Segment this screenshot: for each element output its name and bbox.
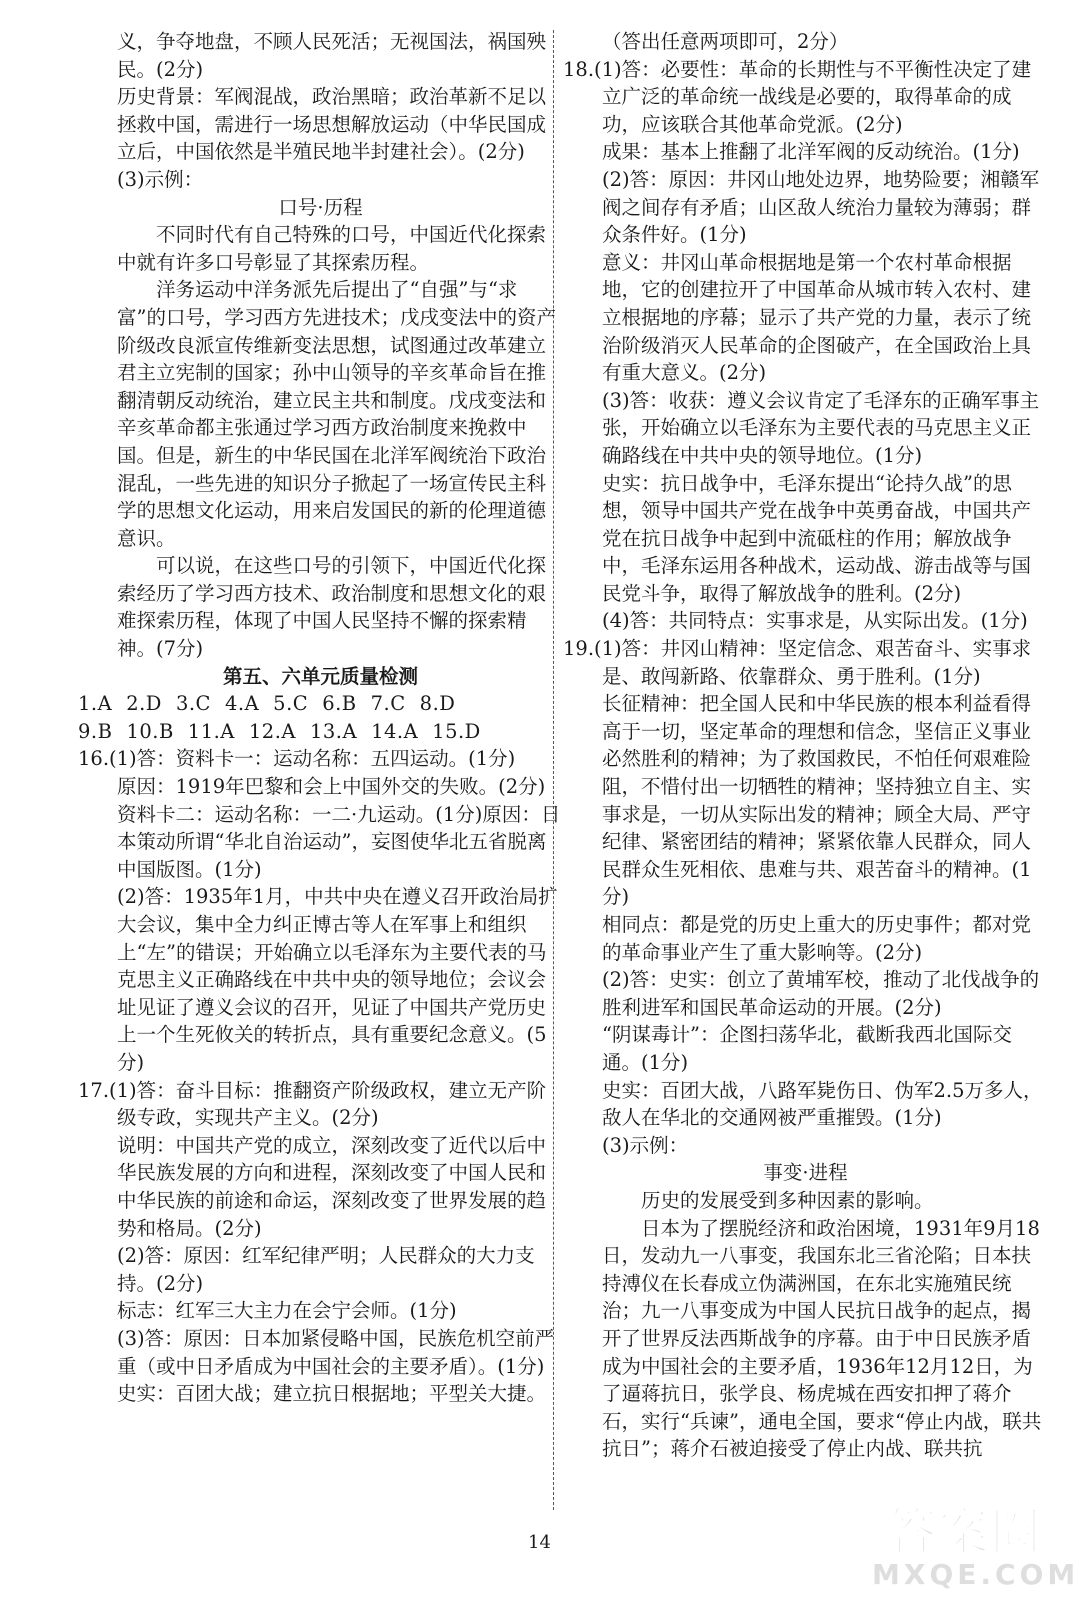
answer-text: (2)答：1935年1月，中共中央在遵义召开政治局扩大会议，集中全力纠正博古等人在军事上和组织上“左”的错误；开始确立以毛泽东为主要代表的马克思主义正确路线在中共中央的领导地位；会议会址见证了遵义会议的召开，见证了中国共产党历史上一个生死攸关的转折点，具有重要纪念意义。(5分) [117,885,558,1074]
choice-answer: 9.B [78,719,113,743]
answer-text: (3)示例： [117,167,204,191]
essay-paragraph: 历史的发展受到多种因素的影响。 [641,1188,934,1212]
choice-answer: 12.A [248,719,296,743]
question-17-part-1: 17.(1)答：奋斗目标：推翻资产阶级政权，建立无产阶级专政，实现共产主义。(2分) [78,1078,547,1130]
page-number: 14 [528,1532,551,1553]
answer-text: 史实：抗日战争中，毛泽东提出“论持久战”的思想，领导中国共产党在战争中英勇奋战，中国共产党在抗日战争中起到中流砥柱的作用；解放战争中，毛泽东运用各种战术，运动战、游击战等与国民党斗争，取得了解放战争的胜利。(2分) [602,471,1032,605]
choice-answers-row-1 [78,690,563,718]
answer-text: 说明：中国共产党的成立，深刻改变了近代以后中华民族发展的方向和进程，深刻改变了中国人民和中华民族的前途和命运，深刻改变了世界发展的趋势和格局。(2分) [117,1133,547,1240]
choice-answer: 15.D [432,719,481,743]
answer-text: (2)答：史实：创立了黄埔军校，推动了北伐战争的胜利进军和国民革命运动的开展。(2分) [602,968,1040,1019]
section-title: 第五、六单元质量检测 [222,664,418,688]
answer-text: (3)答：原因：日本加紧侵略中国，民族危机空前严重（或中日矛盾成为中国社会的主要矛盾）。(1分) [117,1326,555,1378]
choice-answer: 8.D [419,692,456,716]
choice-answer: 14.A [371,719,419,743]
watermark-url: MXQE.COM [872,1558,1079,1591]
choice-answer: 13.A [309,719,358,743]
answer-text: （答出任意两项即可，2分） [602,30,849,53]
answer-text: (2)答：原因：红军纪律严明；人民群众的大力支持。(2分) [117,1244,535,1295]
answer-text: (3)示例： [602,1133,689,1157]
answer-text: (4)答：共同特点：实事求是，从实际出发。(1分) [602,609,1028,633]
essay-paragraph: 不同时代有自己特殊的口号，中国近代化探索中就有许多口号彰显了其探索历程。 [117,223,547,274]
watermark-logo [872,1503,1079,1596]
answer-text: 史实：百团大战，八路军毙伤日、伪军2.5万多人，敌人在华北的交通网被严重摧毁。(1分) [602,1078,1043,1130]
choice-answer: 1.A [78,692,113,716]
essay-paragraph: 洋务运动中洋务派先后提出了“自强”与“求富”的口号，学习西方先进技术；戊戌变法中的资产阶级改良派宣传维新变法思想，试图通过改革建立君主立宪制的国家；孙中山领导的辛亥革命旨在推翻清朝反动统治，建立民主共和制度。戊戌变法和辛亥革命都主张通过学习西方政治制度来挽救中国。但是，新生的中华民国在北洋军阀统治下政治混乱，一些先进的知识分子掀起了一场宣传民主科学的思想文化运动，用来启发国民的新的伦理道德意识。 [117,278,556,550]
answer-text: 资料卡二：运动名称：一二·九运动。(1分)原因：日本策动所谓“华北自治运动”，妄图使华北五省脱离中国版图。(1分) [117,802,561,881]
answer-text: 长征精神：把全国人民和中华民族的根本利益看得高于一切，坚定革命的理想和信念，坚信正义事业必然胜利的精神；为了救国救民，不怕任何艰难险阻，不惜付出一切牺牲的精神；坚持独立自主、实事求是，一切从实际出发的精神；顾全大局、严守纪律、紧密团结的精神；紧紧依靠人民群众，同人民群众生死相依、患难与共、艰苦奋斗的精神。(1分) [602,692,1032,909]
right-column [563,28,1048,1463]
essay-title: 口号·历程 [278,195,363,219]
choice-answer: 2.D [126,692,162,716]
answer-text: (2)答：原因：井冈山地处边界，地势险要；湘赣军阀之间存有矛盾；山区敌人统治力量较为薄弱；群众条件好。(1分) [602,167,1040,247]
answer-text: 相同点：都是党的历史上重大的历史事件；都对党的革命事业产生了重大影响等。(2分) [602,913,1032,964]
answer-text: 历史背景：军阀混战，政治黑暗；政治革新不足以拯救中国，需进行一场思想解放运动（中华民国成立后，中国依然是半殖民地半封建社会）。(2分) [117,85,547,164]
question-18-part-1: 18.(1)答：必要性：革命的长期性与不平衡性决定了建立广泛的革命统一战线是必要的，取得革命的成功，应该联合其他革命党派。(2分) [563,57,1032,136]
choice-answer: 5.C [273,692,309,716]
answer-text: (3)答：收获：遵义会议肯定了毛泽东的正确军事主张，开始确立以毛泽东为主要代表的马克思主义正确路线在中共中央的领导地位。(1分) [602,388,1040,467]
answer-text: 标志：红军三大主力在会宁会师。(1分) [117,1299,457,1323]
answer-text: 义，争夺地盘，不顾人民死活；无视国法，祸国殃民。(2分) [117,30,547,81]
essay-paragraph: 日本为了摆脱经济和政治困境，1931年9月18日，发动九一八事变，我国东北三省沦陷；日本扶持溥仪在长春成立伪满洲国，在东北实施殖民统治；九一八事变成为中国人民抗日战争的起点，揭开了世界反法西斯战争的序幕。由于中日民族矛盾成为中国社会的主要矛盾，1936年12月12日，为了逼蒋抗日，张学良、杨虎城在西安扣押了蒋介石，实行“兵谏”，通电全国，要求“停止内战，联共抗日”；蒋介石被迫接受了停止内战、联共抗 [602,1216,1042,1461]
choice-answer: 6.B [322,692,357,716]
essay-paragraph: 可以说，在这些口号的引领下，中国近代化探索经历了学习西方技术、政治制度和思想文化的艰难探索历程，体现了中国人民坚持不懈的探索精神。(7分) [117,554,547,661]
answer-text: 成果：基本上推翻了北洋军阀的反动统治。(1分) [602,140,1020,164]
choice-answer: 4.A [224,692,260,716]
choice-answers-row-2 [78,718,563,746]
choice-answer: 10.B [126,719,174,743]
essay-title: 事变·进程 [763,1161,848,1185]
choice-answer: 11.A [187,719,235,743]
question-16-part-1: 16.(1)答：资料卡一：运动名称：五四运动。(1分) [78,747,516,771]
watermark-logo-text: 答案圈 [886,1503,1043,1561]
choice-answer: 3.C [175,692,211,716]
choice-answer: 7.C [370,692,406,716]
answer-text: “阴谋毒计”：企图扫荡华北，截断我西北国际交通。(1分) [602,1023,1012,1074]
answer-text: 意义：井冈山革命根据地是第一个农村革命根据地，它的创建拉开了中国革命从城市转入农村、建立根据地的序幕；显示了共产党的力量，表示了统治阶级消灭人民革命的企图破产，在全国政治上具有重大意义。(2分) [602,250,1032,385]
answer-text: 原因：1919年巴黎和会上中国外交的失败。(2分) [117,775,546,799]
question-19-part-1: 19.(1)答：井冈山精神：坚定信念、艰苦奋斗、实事求是、敢闯新路、依靠群众、勇于胜利。(1分) [563,637,1032,688]
answer-text: 史实：百团大战；建立抗日根据地；平型关大捷。 [117,1382,547,1406]
left-column [78,28,563,1408]
